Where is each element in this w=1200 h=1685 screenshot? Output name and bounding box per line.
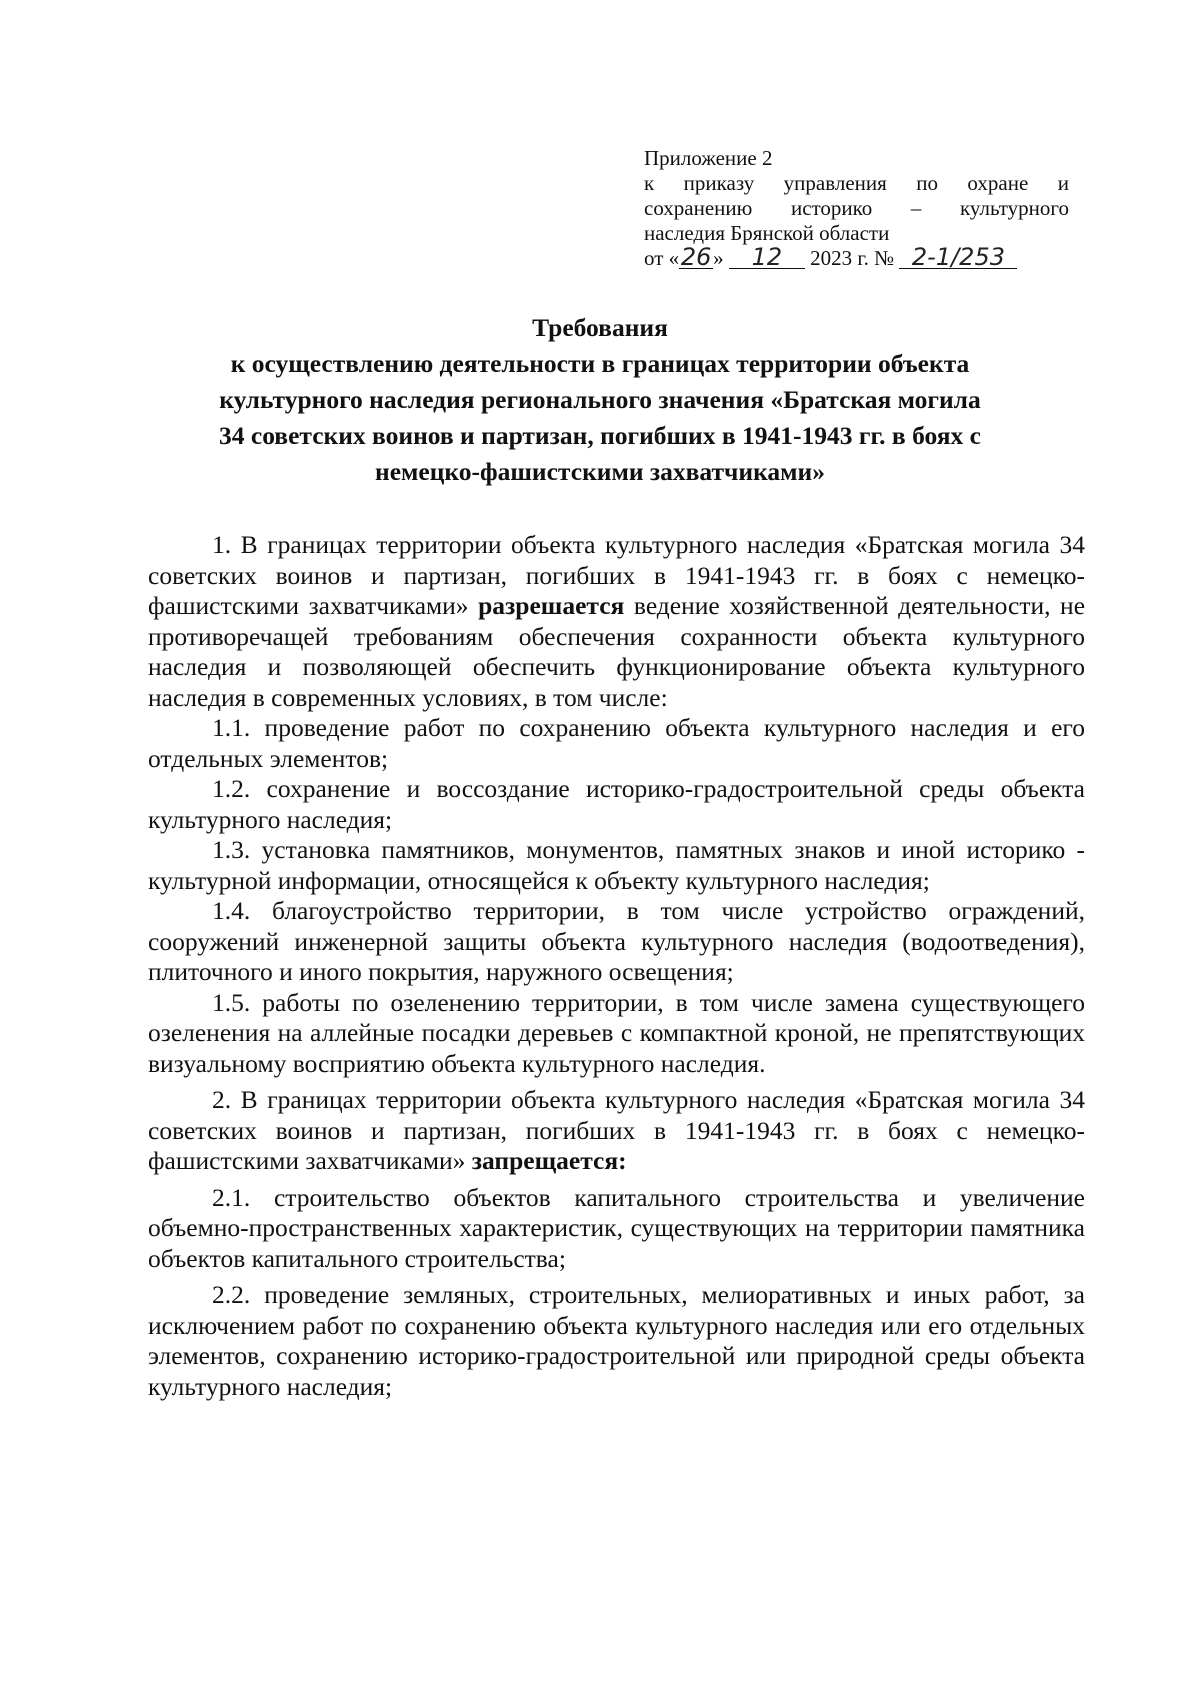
appendix-header	[644, 146, 1069, 271]
paragraph-text: 2. В границах территории объекта культурного наследия «Братская могила 34 советских воинов и партизан, погибших в 1941-1943 гг. в боях с немецко-фашистскими захватчиками»	[148, 1085, 1085, 1175]
appendix-order-line: к приказу управления по охране и	[644, 171, 1069, 195]
title-line: культурного наследия регионального значения «Братская могила	[219, 385, 981, 414]
appendix-number: Приложение 2	[644, 146, 773, 170]
date-mid: »	[713, 246, 724, 270]
paragraph-text: ведение хозяйственной деятельности, не противоречащей требованиям обеспечения сохранности объекта культурного наследия и позволяющей обеспечить функционирование объекта культурного наследия в современных условиях, в том числе:	[148, 591, 1086, 712]
order-number-handwritten: 2-1/253	[899, 246, 1017, 269]
document-body	[148, 530, 1085, 1402]
title-line: 34 советских воинов и партизан, погибших в 1941-1943 гг. в боях с	[219, 421, 981, 450]
paragraph-2	[148, 1085, 1085, 1177]
paragraph-1-5: 1.5. работы по озеленению территории, в том числе замена существующего озеленения на аллейные посадки деревьев с компактной кроной, не препятствующих визуальному восприятию объекта культурного наследия.	[148, 987, 1085, 1078]
date-year: 2023 г. №	[810, 246, 895, 270]
paragraph-1-1: 1.1. проведение работ по сохранению объекта культурного наследия и его отдельных элементов;	[148, 713, 1085, 773]
date-month-handwritten: 12	[729, 246, 805, 269]
paragraph-1-2: 1.2. сохранение и воссоздание историко-градостроительной среды объекта культурного наследия;	[148, 774, 1085, 834]
appendix-authority: наследия Брянской области	[644, 221, 890, 245]
title-line: к осуществлению деятельности в границах территории объекта	[230, 349, 970, 378]
title-line: немецко-фашистскими захватчиками»	[375, 457, 825, 486]
date-prefix: от «	[644, 246, 680, 270]
paragraph-text: 1. В границах территории объекта культурного наследия «Братская могила 34 советских воинов и партизан, погибших в 1941-1943 гг. в боях с немецко-фашистскими захватчиками»	[148, 530, 1085, 620]
paragraph-1-4: 1.4. благоустройство территории, в том числе устройство ограждений, сооружений инженерной защиты объекта культурного наследия (водоотведения), плиточного и иного покрытия, наружного освещения;	[148, 896, 1085, 986]
date-day-handwritten: 26	[680, 243, 712, 271]
paragraph-keyword: запрещается:	[471, 1146, 627, 1175]
paragraph-1-3: 1.3. установка памятников, монументов, памятных знаков и иной историко - культурной информации, относящейся к объекту культурного наследия;	[148, 835, 1085, 895]
paragraph-keyword: разрешается	[478, 591, 625, 620]
paragraph-2-2: 2.2. проведение земляных, строительных, мелиоративных и иных работ, за исключением работ по сохранению объекта культурного наследия или его отдельных элементов, сохранению историко-градостроительной или природной среды объекта культурного наследия;	[148, 1280, 1085, 1401]
appendix-order-line: сохранению историко – культурного	[644, 196, 1069, 220]
paragraph-2-1: 2.1. строительство объектов капитального строительства и увеличение объемно-пространственных характеристик, существующих на территории памятника объектов капитального строительства;	[148, 1182, 1085, 1273]
document-title	[150, 310, 1050, 490]
paragraph-1	[148, 530, 1085, 713]
appendix-date-line	[644, 243, 1069, 271]
title-heading: Требования	[532, 313, 668, 342]
